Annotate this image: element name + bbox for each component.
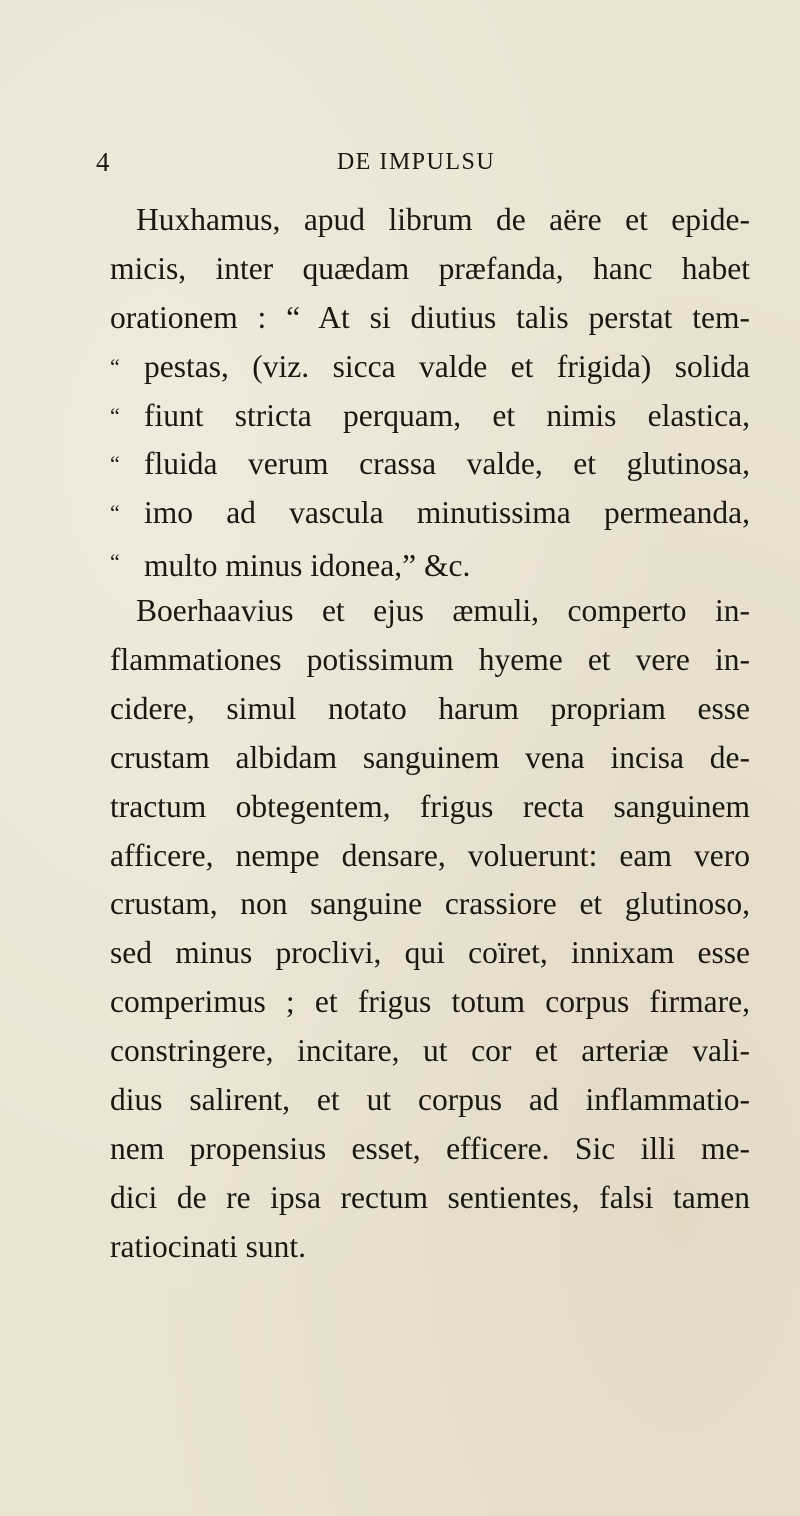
text-line: crustam albidam sanguinem vena incisa de- — [110, 739, 750, 775]
quoted-line — [110, 440, 750, 489]
text-line: micis, inter quædam præfanda, hanc habet — [110, 250, 750, 286]
quoted-line — [110, 392, 750, 441]
text-line: constringere, incitare, ut cor et arteriæ vali- — [110, 1033, 750, 1069]
text-line: fiunt stricta perquam, et nimis elastica, — [144, 397, 750, 433]
text-line: flammationes potissimum hyeme et vere in- — [110, 642, 750, 678]
page-header — [96, 142, 706, 182]
body-text — [110, 196, 750, 1272]
text-line: Boerhaavius et ejus æmuli, comperto in- — [136, 593, 750, 629]
text-line: imo ad vascula minutissima permeanda, — [144, 495, 750, 531]
running-head: DE IMPULSU — [336, 149, 496, 175]
text-line: fluida verum crassa valde, et glutinosa, — [144, 446, 750, 482]
quote-mark: “ — [110, 549, 120, 575]
quoted-line — [110, 538, 750, 587]
quoted-line — [110, 343, 750, 392]
page-number: 4 — [96, 147, 110, 177]
text-line: dici de re ipsa rectum sentientes, falsi tamen — [110, 1179, 750, 1215]
text-line: ratiocinati sunt. — [110, 1228, 306, 1264]
text-line: multo minus idonea,” &c. — [144, 548, 471, 584]
text-line: crustam, non sanguine crassiore et glutinoso, — [110, 886, 750, 922]
text-line: Huxhamus, apud librum de aëre et epide- — [136, 202, 750, 237]
quote-mark: “ — [110, 451, 120, 477]
text-line: comperimus ; et frigus totum corpus firmare, — [110, 984, 750, 1020]
text-line: orationem : “ At si diutius talis perstat tem- — [110, 299, 750, 335]
quote-mark: “ — [110, 500, 120, 526]
text-line: dius salirent, et ut corpus ad inflammatio- — [110, 1082, 750, 1118]
text-line: sed minus proclivi, qui coïret, innixam esse — [110, 935, 750, 971]
quoted-line — [110, 489, 750, 538]
text-line: pestas, (viz. sicca valde et frigida) solida — [144, 348, 750, 384]
quote-mark: “ — [110, 402, 120, 428]
text-line: cidere, simul notato harum propriam esse — [110, 690, 750, 726]
text-line: afficere, nempe densare, voluerunt: eam vero — [110, 837, 750, 873]
text-line: tractum obtegentem, frigus recta sanguinem — [110, 788, 750, 824]
text-line: nem propensius esset, efficere. Sic illi me- — [110, 1130, 750, 1166]
quote-mark: “ — [110, 353, 120, 379]
